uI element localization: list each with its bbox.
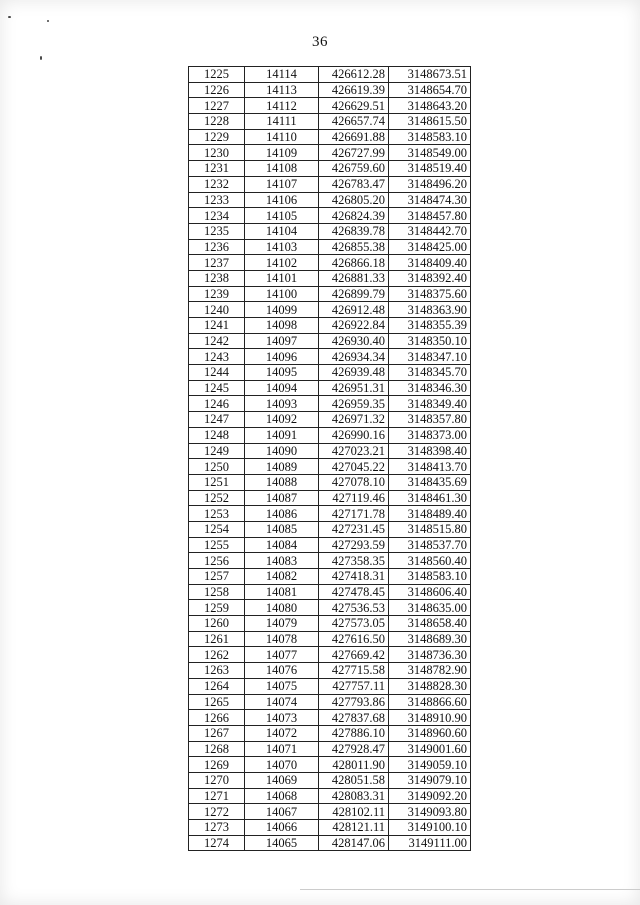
x-coordinate-cell: 427023.21 bbox=[319, 443, 389, 459]
x-coordinate-cell: 426783.47 bbox=[319, 176, 389, 192]
point-code-cell: 14071 bbox=[245, 741, 319, 757]
point-code-cell: 14112 bbox=[245, 98, 319, 114]
y-coordinate-cell: 3148960.60 bbox=[389, 725, 471, 741]
point-number-cell: 1273 bbox=[189, 820, 245, 836]
y-coordinate-cell: 3148615.50 bbox=[389, 114, 471, 130]
y-coordinate-cell: 3148435.69 bbox=[389, 474, 471, 490]
point-code-cell: 14082 bbox=[245, 569, 319, 585]
table-row bbox=[189, 380, 471, 396]
x-coordinate-cell: 427573.05 bbox=[319, 616, 389, 632]
point-code-cell: 14105 bbox=[245, 208, 319, 224]
x-coordinate-cell: 426899.79 bbox=[319, 286, 389, 302]
y-coordinate-cell: 3148347.10 bbox=[389, 349, 471, 365]
point-number-cell: 1225 bbox=[189, 67, 245, 83]
point-code-cell: 14073 bbox=[245, 710, 319, 726]
point-code-cell: 14084 bbox=[245, 537, 319, 553]
table-row bbox=[189, 506, 471, 522]
point-code-cell: 14098 bbox=[245, 318, 319, 334]
y-coordinate-cell: 3148673.51 bbox=[389, 67, 471, 83]
point-code-cell: 14066 bbox=[245, 820, 319, 836]
table-row bbox=[189, 208, 471, 224]
point-code-cell: 14107 bbox=[245, 176, 319, 192]
point-code-cell: 14088 bbox=[245, 474, 319, 490]
point-number-cell: 1263 bbox=[189, 663, 245, 679]
point-number-cell: 1250 bbox=[189, 459, 245, 475]
table-row bbox=[189, 741, 471, 757]
x-coordinate-cell: 427358.35 bbox=[319, 553, 389, 569]
y-coordinate-cell: 3148375.60 bbox=[389, 286, 471, 302]
table-row bbox=[189, 490, 471, 506]
point-number-cell: 1241 bbox=[189, 318, 245, 334]
point-code-cell: 14094 bbox=[245, 380, 319, 396]
point-code-cell: 14085 bbox=[245, 521, 319, 537]
y-coordinate-cell: 3148515.80 bbox=[389, 521, 471, 537]
y-coordinate-cell: 3148828.30 bbox=[389, 678, 471, 694]
y-coordinate-cell: 3148496.20 bbox=[389, 176, 471, 192]
point-number-cell: 1253 bbox=[189, 506, 245, 522]
point-code-cell: 14100 bbox=[245, 286, 319, 302]
y-coordinate-cell: 3148519.40 bbox=[389, 161, 471, 177]
y-coordinate-cell: 3148736.30 bbox=[389, 647, 471, 663]
y-coordinate-cell: 3149092.20 bbox=[389, 788, 471, 804]
point-number-cell: 1252 bbox=[189, 490, 245, 506]
point-code-cell: 14080 bbox=[245, 600, 319, 616]
point-code-cell: 14069 bbox=[245, 772, 319, 788]
point-code-cell: 14099 bbox=[245, 302, 319, 318]
table-row bbox=[189, 286, 471, 302]
x-coordinate-cell: 428011.90 bbox=[319, 757, 389, 773]
table-row bbox=[189, 631, 471, 647]
table-row bbox=[189, 318, 471, 334]
table-row bbox=[189, 333, 471, 349]
table-row bbox=[189, 663, 471, 679]
table-row bbox=[189, 365, 471, 381]
table-row bbox=[189, 584, 471, 600]
table-row bbox=[189, 114, 471, 130]
scan-speck bbox=[47, 20, 49, 22]
table-row bbox=[189, 129, 471, 145]
table-row bbox=[189, 757, 471, 773]
point-number-cell: 1270 bbox=[189, 772, 245, 788]
point-number-cell: 1265 bbox=[189, 694, 245, 710]
point-code-cell: 14108 bbox=[245, 161, 319, 177]
x-coordinate-cell: 428102.11 bbox=[319, 804, 389, 820]
x-coordinate-cell: 426971.32 bbox=[319, 412, 389, 428]
point-code-cell: 14097 bbox=[245, 333, 319, 349]
x-coordinate-cell: 426934.34 bbox=[319, 349, 389, 365]
point-number-cell: 1254 bbox=[189, 521, 245, 537]
point-code-cell: 14113 bbox=[245, 82, 319, 98]
table-row bbox=[189, 647, 471, 663]
point-number-cell: 1227 bbox=[189, 98, 245, 114]
table-row bbox=[189, 427, 471, 443]
table-row bbox=[189, 270, 471, 286]
point-number-cell: 1240 bbox=[189, 302, 245, 318]
point-number-cell: 1230 bbox=[189, 145, 245, 161]
table-row bbox=[189, 710, 471, 726]
y-coordinate-cell: 3148349.40 bbox=[389, 396, 471, 412]
x-coordinate-cell: 426881.33 bbox=[319, 270, 389, 286]
table-row bbox=[189, 223, 471, 239]
point-number-cell: 1236 bbox=[189, 239, 245, 255]
point-number-cell: 1267 bbox=[189, 725, 245, 741]
x-coordinate-cell: 426727.99 bbox=[319, 145, 389, 161]
y-coordinate-cell: 3148583.10 bbox=[389, 569, 471, 585]
table-row bbox=[189, 820, 471, 836]
y-coordinate-cell: 3148489.40 bbox=[389, 506, 471, 522]
x-coordinate-cell: 427669.42 bbox=[319, 647, 389, 663]
y-coordinate-cell: 3149100.10 bbox=[389, 820, 471, 836]
coordinates-table-body bbox=[189, 67, 471, 851]
point-number-cell: 1238 bbox=[189, 270, 245, 286]
point-number-cell: 1226 bbox=[189, 82, 245, 98]
y-coordinate-cell: 3148658.40 bbox=[389, 616, 471, 632]
point-number-cell: 1262 bbox=[189, 647, 245, 663]
table-row bbox=[189, 412, 471, 428]
point-code-cell: 14104 bbox=[245, 223, 319, 239]
point-number-cell: 1256 bbox=[189, 553, 245, 569]
x-coordinate-cell: 426691.88 bbox=[319, 129, 389, 145]
table-row bbox=[189, 788, 471, 804]
x-coordinate-cell: 427171.78 bbox=[319, 506, 389, 522]
point-code-cell: 14078 bbox=[245, 631, 319, 647]
point-code-cell: 14067 bbox=[245, 804, 319, 820]
point-code-cell: 14092 bbox=[245, 412, 319, 428]
y-coordinate-cell: 3148910.90 bbox=[389, 710, 471, 726]
point-number-cell: 1233 bbox=[189, 192, 245, 208]
table-row bbox=[189, 678, 471, 694]
scan-speck bbox=[8, 16, 11, 18]
table-row bbox=[189, 302, 471, 318]
point-code-cell: 14072 bbox=[245, 725, 319, 741]
table-row bbox=[189, 67, 471, 83]
x-coordinate-cell: 426759.60 bbox=[319, 161, 389, 177]
point-code-cell: 14083 bbox=[245, 553, 319, 569]
y-coordinate-cell: 3149093.80 bbox=[389, 804, 471, 820]
point-number-cell: 1248 bbox=[189, 427, 245, 443]
y-coordinate-cell: 3148413.70 bbox=[389, 459, 471, 475]
table-row bbox=[189, 600, 471, 616]
table-row bbox=[189, 349, 471, 365]
point-number-cell: 1237 bbox=[189, 255, 245, 271]
x-coordinate-cell: 426839.78 bbox=[319, 223, 389, 239]
point-code-cell: 14111 bbox=[245, 114, 319, 130]
x-coordinate-cell: 427886.10 bbox=[319, 725, 389, 741]
point-code-cell: 14086 bbox=[245, 506, 319, 522]
x-coordinate-cell: 427119.46 bbox=[319, 490, 389, 506]
y-coordinate-cell: 3148549.00 bbox=[389, 145, 471, 161]
y-coordinate-cell: 3148560.40 bbox=[389, 553, 471, 569]
y-coordinate-cell: 3148425.00 bbox=[389, 239, 471, 255]
table-row bbox=[189, 443, 471, 459]
y-coordinate-cell: 3148654.70 bbox=[389, 82, 471, 98]
point-code-cell: 14103 bbox=[245, 239, 319, 255]
y-coordinate-cell: 3148461.30 bbox=[389, 490, 471, 506]
x-coordinate-cell: 426805.20 bbox=[319, 192, 389, 208]
point-code-cell: 14106 bbox=[245, 192, 319, 208]
x-coordinate-cell: 426959.35 bbox=[319, 396, 389, 412]
y-coordinate-cell: 3148583.10 bbox=[389, 129, 471, 145]
point-code-cell: 14091 bbox=[245, 427, 319, 443]
table-row bbox=[189, 804, 471, 820]
point-number-cell: 1274 bbox=[189, 835, 245, 851]
point-number-cell: 1260 bbox=[189, 616, 245, 632]
table-row bbox=[189, 396, 471, 412]
x-coordinate-cell: 428083.31 bbox=[319, 788, 389, 804]
table-row bbox=[189, 521, 471, 537]
y-coordinate-cell: 3148782.90 bbox=[389, 663, 471, 679]
point-number-cell: 1235 bbox=[189, 223, 245, 239]
y-coordinate-cell: 3148363.90 bbox=[389, 302, 471, 318]
point-code-cell: 14081 bbox=[245, 584, 319, 600]
table-row bbox=[189, 255, 471, 271]
point-code-cell: 14096 bbox=[245, 349, 319, 365]
x-coordinate-cell: 427293.59 bbox=[319, 537, 389, 553]
point-number-cell: 1244 bbox=[189, 365, 245, 381]
y-coordinate-cell: 3148866.60 bbox=[389, 694, 471, 710]
point-number-cell: 1268 bbox=[189, 741, 245, 757]
y-coordinate-cell: 3148643.20 bbox=[389, 98, 471, 114]
table-row bbox=[189, 616, 471, 632]
x-coordinate-cell: 427418.31 bbox=[319, 569, 389, 585]
x-coordinate-cell: 426657.74 bbox=[319, 114, 389, 130]
point-number-cell: 1255 bbox=[189, 537, 245, 553]
point-number-cell: 1245 bbox=[189, 380, 245, 396]
point-number-cell: 1239 bbox=[189, 286, 245, 302]
x-coordinate-cell: 426951.31 bbox=[319, 380, 389, 396]
x-coordinate-cell: 427715.58 bbox=[319, 663, 389, 679]
table-row bbox=[189, 161, 471, 177]
point-code-cell: 14068 bbox=[245, 788, 319, 804]
x-coordinate-cell: 428051.58 bbox=[319, 772, 389, 788]
y-coordinate-cell: 3148689.30 bbox=[389, 631, 471, 647]
point-code-cell: 14110 bbox=[245, 129, 319, 145]
y-coordinate-cell: 3148355.39 bbox=[389, 318, 471, 334]
point-number-cell: 1251 bbox=[189, 474, 245, 490]
table-row bbox=[189, 725, 471, 741]
x-coordinate-cell: 427078.10 bbox=[319, 474, 389, 490]
table-row bbox=[189, 192, 471, 208]
page-number: 36 bbox=[312, 34, 328, 50]
point-code-cell: 14077 bbox=[245, 647, 319, 663]
x-coordinate-cell: 428147.06 bbox=[319, 835, 389, 851]
point-code-cell: 14095 bbox=[245, 365, 319, 381]
y-coordinate-cell: 3148606.40 bbox=[389, 584, 471, 600]
y-coordinate-cell: 3148350.10 bbox=[389, 333, 471, 349]
point-code-cell: 14087 bbox=[245, 490, 319, 506]
table-row bbox=[189, 569, 471, 585]
x-coordinate-cell: 427536.53 bbox=[319, 600, 389, 616]
scan-speck bbox=[40, 56, 42, 60]
y-coordinate-cell: 3148373.00 bbox=[389, 427, 471, 443]
point-number-cell: 1246 bbox=[189, 396, 245, 412]
x-coordinate-cell: 426930.40 bbox=[319, 333, 389, 349]
table-row bbox=[189, 459, 471, 475]
y-coordinate-cell: 3148345.70 bbox=[389, 365, 471, 381]
table-row bbox=[189, 98, 471, 114]
y-coordinate-cell: 3148346.30 bbox=[389, 380, 471, 396]
x-coordinate-cell: 427757.11 bbox=[319, 678, 389, 694]
point-code-cell: 14090 bbox=[245, 443, 319, 459]
point-number-cell: 1257 bbox=[189, 569, 245, 585]
point-number-cell: 1234 bbox=[189, 208, 245, 224]
point-number-cell: 1243 bbox=[189, 349, 245, 365]
y-coordinate-cell: 3149079.10 bbox=[389, 772, 471, 788]
scan-edge-line bbox=[300, 889, 640, 890]
y-coordinate-cell: 3148398.40 bbox=[389, 443, 471, 459]
table-row bbox=[189, 239, 471, 255]
y-coordinate-cell: 3148457.80 bbox=[389, 208, 471, 224]
point-number-cell: 1242 bbox=[189, 333, 245, 349]
point-code-cell: 14079 bbox=[245, 616, 319, 632]
point-number-cell: 1232 bbox=[189, 176, 245, 192]
point-code-cell: 14102 bbox=[245, 255, 319, 271]
x-coordinate-cell: 426612.28 bbox=[319, 67, 389, 83]
y-coordinate-cell: 3149001.60 bbox=[389, 741, 471, 757]
table-row bbox=[189, 772, 471, 788]
x-coordinate-cell: 426619.39 bbox=[319, 82, 389, 98]
point-number-cell: 1272 bbox=[189, 804, 245, 820]
point-number-cell: 1259 bbox=[189, 600, 245, 616]
x-coordinate-cell: 427928.47 bbox=[319, 741, 389, 757]
point-code-cell: 14101 bbox=[245, 270, 319, 286]
x-coordinate-cell: 427793.86 bbox=[319, 694, 389, 710]
point-number-cell: 1231 bbox=[189, 161, 245, 177]
x-coordinate-cell: 426866.18 bbox=[319, 255, 389, 271]
y-coordinate-cell: 3148474.30 bbox=[389, 192, 471, 208]
x-coordinate-cell: 426990.16 bbox=[319, 427, 389, 443]
x-coordinate-cell: 426824.39 bbox=[319, 208, 389, 224]
point-code-cell: 14075 bbox=[245, 678, 319, 694]
y-coordinate-cell: 3148392.40 bbox=[389, 270, 471, 286]
point-number-cell: 1228 bbox=[189, 114, 245, 130]
y-coordinate-cell: 3148537.70 bbox=[389, 537, 471, 553]
point-number-cell: 1266 bbox=[189, 710, 245, 726]
x-coordinate-cell: 426912.48 bbox=[319, 302, 389, 318]
x-coordinate-cell: 426922.84 bbox=[319, 318, 389, 334]
point-number-cell: 1258 bbox=[189, 584, 245, 600]
point-number-cell: 1264 bbox=[189, 678, 245, 694]
x-coordinate-cell: 427045.22 bbox=[319, 459, 389, 475]
point-number-cell: 1269 bbox=[189, 757, 245, 773]
x-coordinate-cell: 426939.48 bbox=[319, 365, 389, 381]
y-coordinate-cell: 3148357.80 bbox=[389, 412, 471, 428]
y-coordinate-cell: 3148635.00 bbox=[389, 600, 471, 616]
point-number-cell: 1261 bbox=[189, 631, 245, 647]
x-coordinate-cell: 426855.38 bbox=[319, 239, 389, 255]
y-coordinate-cell: 3148442.70 bbox=[389, 223, 471, 239]
point-code-cell: 14093 bbox=[245, 396, 319, 412]
table-row bbox=[189, 145, 471, 161]
point-number-cell: 1247 bbox=[189, 412, 245, 428]
point-code-cell: 14109 bbox=[245, 145, 319, 161]
y-coordinate-cell: 3149059.10 bbox=[389, 757, 471, 773]
point-code-cell: 14065 bbox=[245, 835, 319, 851]
y-coordinate-cell: 3148409.40 bbox=[389, 255, 471, 271]
x-coordinate-cell: 427231.45 bbox=[319, 521, 389, 537]
x-coordinate-cell: 427837.68 bbox=[319, 710, 389, 726]
table-row bbox=[189, 553, 471, 569]
point-code-cell: 14070 bbox=[245, 757, 319, 773]
point-number-cell: 1271 bbox=[189, 788, 245, 804]
coordinates-table bbox=[188, 66, 471, 851]
table-row bbox=[189, 82, 471, 98]
point-number-cell: 1249 bbox=[189, 443, 245, 459]
y-coordinate-cell: 3149111.00 bbox=[389, 835, 471, 851]
x-coordinate-cell: 426629.51 bbox=[319, 98, 389, 114]
x-coordinate-cell: 427616.50 bbox=[319, 631, 389, 647]
point-code-cell: 14114 bbox=[245, 67, 319, 83]
point-number-cell: 1229 bbox=[189, 129, 245, 145]
table-row bbox=[189, 537, 471, 553]
x-coordinate-cell: 428121.11 bbox=[319, 820, 389, 836]
point-code-cell: 14089 bbox=[245, 459, 319, 475]
point-code-cell: 14076 bbox=[245, 663, 319, 679]
table-row bbox=[189, 835, 471, 851]
table-row bbox=[189, 694, 471, 710]
point-code-cell: 14074 bbox=[245, 694, 319, 710]
x-coordinate-cell: 427478.45 bbox=[319, 584, 389, 600]
table-row bbox=[189, 176, 471, 192]
table-row bbox=[189, 474, 471, 490]
